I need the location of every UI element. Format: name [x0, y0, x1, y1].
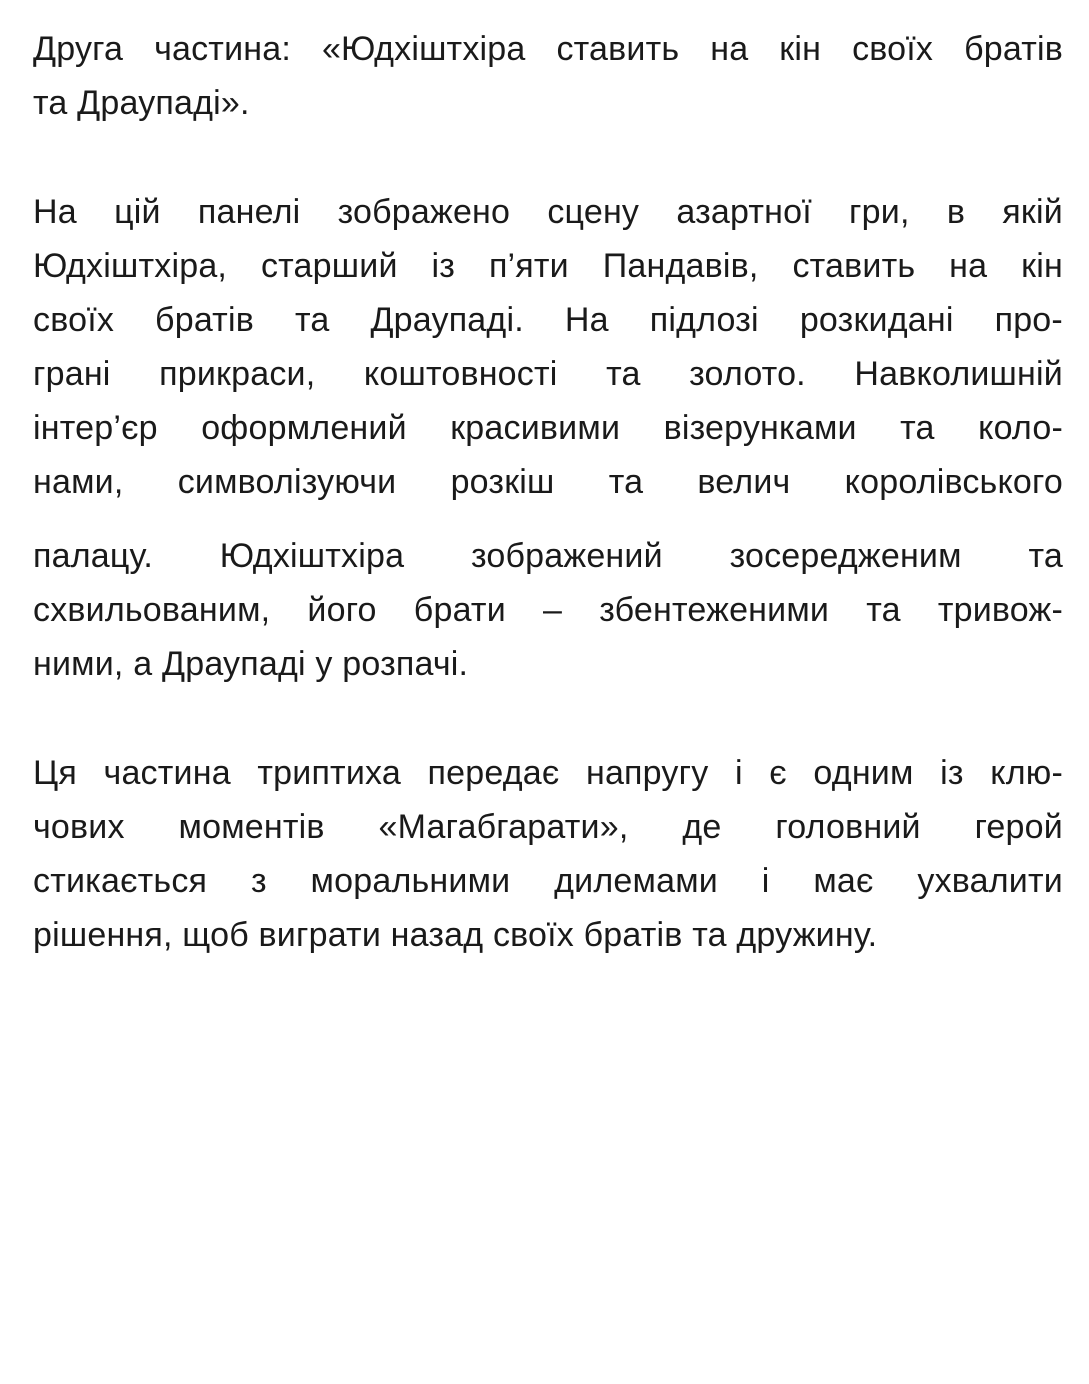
paragraph-heading [33, 22, 1063, 130]
text-line: нами, символізуючи розкіш та велич королівського [33, 463, 1063, 501]
text-line: рішення, щоб виграти назад своїх братів та дружину. [33, 916, 878, 954]
document-body [33, 22, 1063, 962]
text-line: На цій панелі зображено сцену азартної гри, в якій [33, 193, 1063, 231]
text-line: палацу. Юдхіштхіра зображений зосередженим та [33, 537, 1063, 575]
text-line: Друга частина: «Юдхіштхіра ставить на кін своїх братів [33, 30, 1063, 68]
paragraph-conclusion [33, 746, 1063, 962]
paragraph-continuation [33, 529, 1063, 691]
text-line: своїх братів та Драупаді. На підлозі розкидані про- [33, 301, 1063, 339]
text-line: Юдхіштхіра, старший із п’яти Пандавів, ставить на кін [33, 247, 1063, 285]
text-line: ними, а Драупаді у розпачі. [33, 645, 469, 683]
text-line: Ця частина триптиха передає напругу і є одним із клю- [33, 754, 1063, 792]
paragraph-description [33, 185, 1063, 509]
text-line: схвильованим, його брати – збентеженими та тривож- [33, 591, 1063, 629]
text-line: інтер’єр оформлений красивими візерунками та коло- [33, 409, 1063, 447]
text-line: грані прикраси, коштовності та золото. Навколишній [33, 355, 1063, 393]
text-line: чових моментів «Магабгарати», де головний герой [33, 808, 1063, 846]
text-line: та Драупаді». [33, 84, 250, 122]
text-line: стикається з моральними дилемами і має ухвалити [33, 862, 1063, 900]
